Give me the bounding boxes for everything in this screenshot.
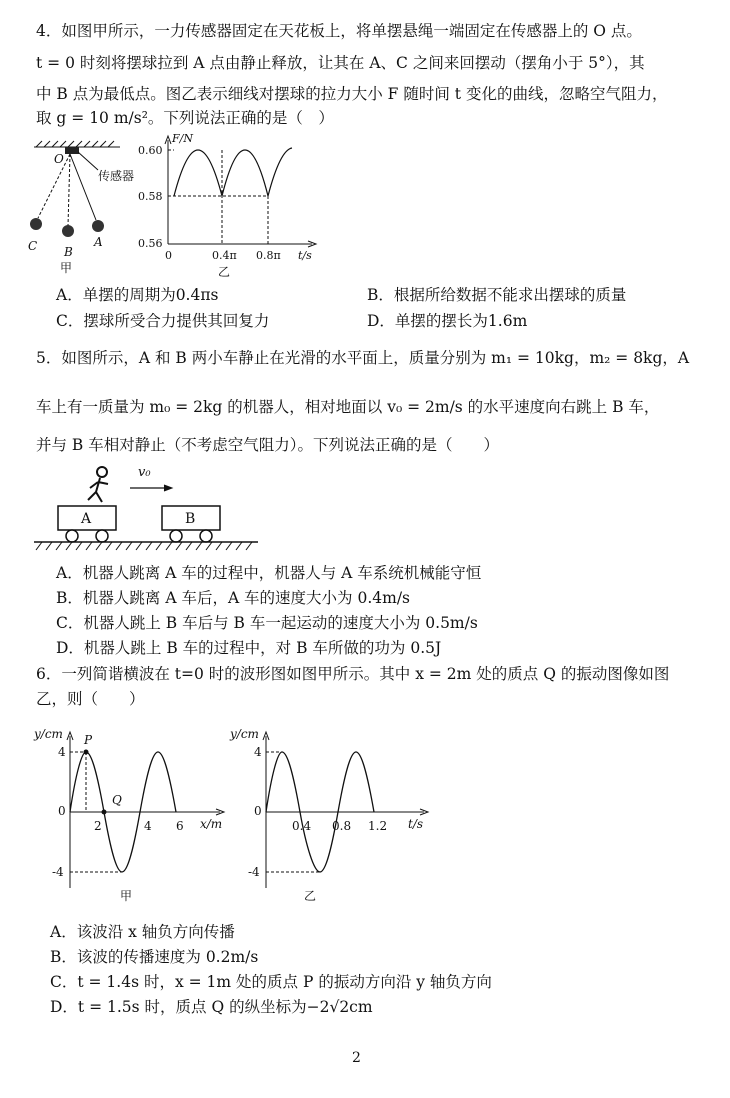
point-p-label: P xyxy=(84,733,93,747)
x-tick-2: 2 xyxy=(94,819,102,833)
x-tick-08pi: 0.8π xyxy=(256,249,281,262)
q5-option-b[interactable]: B．机器人跳离 A 车后，A 车的速度大小为 0.4m/s xyxy=(56,589,411,607)
q4-stem-line-3: 中 B 点为最低点。图乙表示细线对摆球的拉力大小 F 随时间 t 变化的曲线，忽略空气阻力， xyxy=(36,85,668,103)
q6-option-c[interactable]: C．t = 1.4s 时，x = 1m 处的质点 P 的振动方向沿 y 轴负方向 xyxy=(50,973,492,991)
q5-option-c[interactable]: C．机器人跳上 B 车后与 B 车一起运动的速度大小为 0.5m/s xyxy=(56,614,478,632)
q5-stem-line-3: 并与 B 车相对静止（不考虑空气阻力）。下列说法正确的是（ ） xyxy=(36,436,499,454)
origin-label: 0 xyxy=(254,804,262,818)
figure-caption-jia: 甲 xyxy=(60,261,73,275)
page-number: 2 xyxy=(352,1050,361,1066)
q4-option-b[interactable]: B．根据所给数据不能求出摆球的质量 xyxy=(367,286,627,304)
point-b-label: B xyxy=(64,245,73,259)
q5-stem-line-1: 5．如图所示，A 和 B 两小车静止在光滑的水平面上，质量分别为 m₁ = 10kg，m₂ = 8kg，A xyxy=(36,349,690,367)
q6-option-d[interactable]: D．t = 1.5s 时，质点 Q 的纵坐标为−2√2cm xyxy=(50,998,373,1016)
ceiling-hatch xyxy=(34,141,120,147)
y-tick-4: 4 xyxy=(254,745,262,759)
q5-option-d[interactable]: D．机器人跳上 B 车的过程中，对 B 车所做的功为 0.5J xyxy=(56,639,442,657)
x-tick-04pi: 0.4π xyxy=(212,249,237,262)
cart-a-wheel-left xyxy=(66,530,78,542)
q5-carts-figure xyxy=(30,462,270,558)
bob-b xyxy=(62,225,74,237)
point-q-label: Q xyxy=(112,793,122,807)
x-axis-label: t/s xyxy=(298,249,312,262)
x-tick-4: 4 xyxy=(144,819,152,833)
x-tick-12: 1.2 xyxy=(368,819,388,833)
string-to-b xyxy=(68,154,70,226)
robot-figure xyxy=(88,467,108,502)
q4-stem-line-4: 取 g = 10 m/s²。下列说法正确的是（ ） xyxy=(36,109,334,127)
origin-label: 0 xyxy=(165,249,172,262)
point-a-label: A xyxy=(94,235,103,249)
cart-b-wheel-right xyxy=(200,530,212,542)
y-tick-4: 4 xyxy=(58,745,66,759)
cart-b-label: B xyxy=(185,511,196,527)
force-curve xyxy=(174,148,292,196)
x-tick-6: 6 xyxy=(176,819,184,833)
force-sensor xyxy=(65,147,79,154)
figure-caption-yi: 乙 xyxy=(218,265,231,279)
q4-option-d[interactable]: D．单摆的摆长为1.6m xyxy=(367,312,528,330)
point-q xyxy=(102,810,107,815)
x-axis-label: t/s xyxy=(408,817,424,831)
y-axis-label: F/N xyxy=(172,132,193,145)
ground-hatch xyxy=(36,542,252,550)
q4-option-c[interactable]: C．摆球所受合力提供其回复力 xyxy=(56,312,270,330)
q6-wave-figure xyxy=(30,718,240,908)
figure-caption-jia: 甲 xyxy=(120,889,133,903)
q6-stem-line-2: 乙，则（ ） xyxy=(36,690,145,708)
x-tick-08: 0.8 xyxy=(332,819,352,833)
q6-option-a[interactable]: A．该波沿 x 轴负方向传播 xyxy=(50,923,235,941)
y-tick-056: 0.56 xyxy=(138,237,163,250)
y-axis-label: y/cm xyxy=(230,727,259,741)
sensor-pointer xyxy=(78,152,98,170)
point-c-label: C xyxy=(28,239,38,253)
q6-vibration-figure xyxy=(224,718,444,908)
cart-a-wheel-right xyxy=(96,530,108,542)
cart-a-label: A xyxy=(81,511,92,527)
q6-option-b[interactable]: B．该波的传播速度为 0.2m/s xyxy=(50,948,259,966)
q4-option-a[interactable]: A．单摆的周期为0.4πs xyxy=(56,286,219,304)
cart-b-wheel-left xyxy=(170,530,182,542)
q5-option-a[interactable]: A．机器人跳离 A 车的过程中，机器人与 A 车系统机械能守恒 xyxy=(56,564,482,582)
x-axis-label: x/m xyxy=(200,817,223,831)
q4-stem-line-2: t = 0 时刻将摆球拉到 A 点由静止释放，让其在 A、C 之间来回摆动（摆角小于 5°），其 xyxy=(36,54,645,72)
bob-a xyxy=(92,220,104,232)
q6-stem-line-1: 6．一列简谐横波在 t=0 时的波形图如图甲所示。其中 x = 2m 处的质点 Q 的振动图像如图 xyxy=(36,665,670,683)
q4-stem-line-1: 4．如图甲所示，一力传感器固定在天花板上，将单摆悬绳一端固定在传感器上的 O 点。 xyxy=(36,22,642,40)
point-o-label: O xyxy=(54,152,64,166)
q5-stem-line-2: 车上有一质量为 m₀ = 2kg 的机器人，相对地面以 v₀ = 2m/s 的水平速度向右跳上 B 车， xyxy=(36,398,660,416)
y-tick-neg4: -4 xyxy=(248,865,260,879)
sensor-label: 传感器 xyxy=(98,169,135,183)
x-tick-04: 0.4 xyxy=(292,819,312,833)
y-tick-058: 0.58 xyxy=(138,190,163,203)
origin-label: 0 xyxy=(58,804,66,818)
y-tick-060: 0.60 xyxy=(138,144,163,157)
figure-caption-yi: 乙 xyxy=(304,889,317,903)
velocity-arrowhead xyxy=(164,485,172,491)
velocity-label: v₀ xyxy=(138,465,151,480)
string-to-a xyxy=(70,154,96,220)
y-tick-neg4: -4 xyxy=(52,865,64,879)
y-axis-label: y/cm xyxy=(34,727,63,741)
bob-c xyxy=(30,218,42,230)
q4-force-time-chart xyxy=(138,128,328,280)
point-p xyxy=(84,750,89,755)
